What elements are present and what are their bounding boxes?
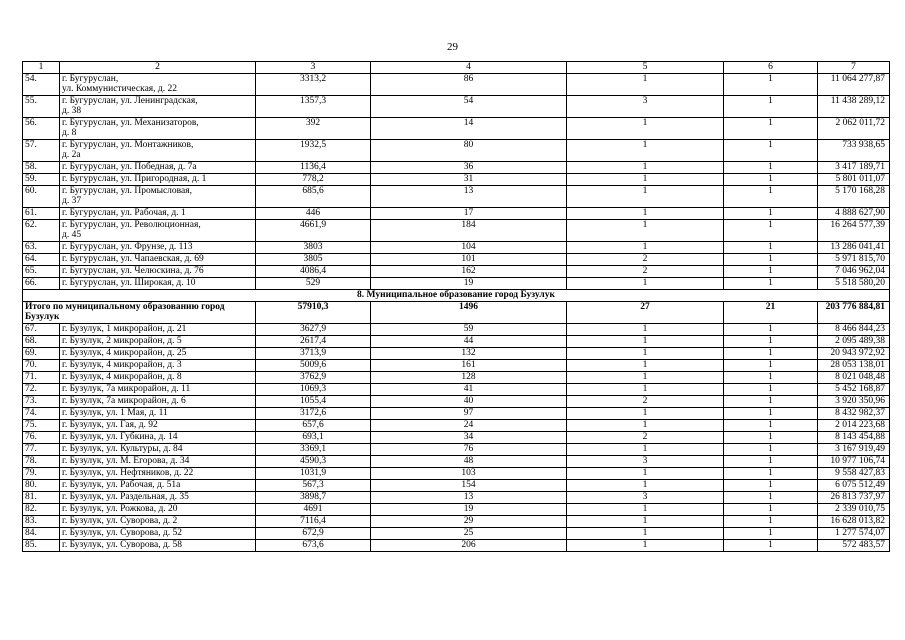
cell-col-6: 1: [724, 265, 818, 277]
cell-col-5: 1: [567, 173, 724, 185]
cell-col-6: 1: [724, 161, 818, 173]
page-number: 29: [447, 41, 458, 53]
table-row: [23, 335, 890, 347]
cell-col-5: 1: [567, 515, 724, 527]
table-row: [23, 383, 890, 395]
cell-col-7: 2 339 010,75: [818, 503, 890, 515]
cell-col-6: 1: [724, 527, 818, 539]
cell-col-3: 3627,9: [256, 323, 371, 335]
cell-col-4: 162: [371, 265, 567, 277]
cell-col-2: г. Бузулук, ул. М. Егорова, д. 34: [60, 455, 256, 467]
cell-col-6: 1: [724, 419, 818, 431]
cell-col-1: 57.: [23, 139, 60, 161]
cell-col-3: 778,2: [256, 173, 371, 185]
cell-col-6: 1: [724, 219, 818, 241]
cell-col-2: г. Бузулук, ул. Суворова, д. 58: [60, 539, 256, 551]
cell-col-3: 3805: [256, 253, 371, 265]
column-header-7: 7: [818, 62, 890, 74]
table-row: [23, 241, 890, 253]
cell-col-7: 2 014 223,68: [818, 419, 890, 431]
cell-col-7: 20 943 972,92: [818, 347, 890, 359]
cell-col-5: 3: [567, 95, 724, 117]
cell-col-7: 8 021 048,48: [818, 371, 890, 383]
cell-col-6: 1: [724, 347, 818, 359]
cell-col-7: 13 286 041,41: [818, 241, 890, 253]
cell-col-1: 54.: [23, 73, 60, 95]
cell-col-7: 11 438 289,12: [818, 95, 890, 117]
cell-col-6: 1: [724, 455, 818, 467]
cell-col-4: 54: [371, 95, 567, 117]
table-row: [23, 455, 890, 467]
cell-col-4: 59: [371, 323, 567, 335]
table-row: [23, 347, 890, 359]
cell-col-3: 3313,2: [256, 73, 371, 95]
cell-col-4: 41: [371, 383, 567, 395]
cell-col-4: 25: [371, 527, 567, 539]
table-row: [23, 139, 890, 161]
cell-col-3: 2617,4: [256, 335, 371, 347]
cell-col-5: 1: [567, 347, 724, 359]
cell-col-5: 1: [567, 335, 724, 347]
cell-col-3: 1055,4: [256, 395, 371, 407]
cell-col-3: 693,1: [256, 431, 371, 443]
cell-col-3: 392: [256, 117, 371, 139]
cell-col-5: 2: [567, 395, 724, 407]
cell-col-3: 1932,5: [256, 139, 371, 161]
cell-col-2: г. Бугуруслан, ул. Широкая, д. 10: [60, 277, 256, 289]
column-header-2: 2: [60, 62, 256, 74]
cell-col-5: 1: [567, 527, 724, 539]
cell-col-7: 5 518 580,20: [818, 277, 890, 289]
cell-col-5: 1: [567, 419, 724, 431]
cell-col-7: 8 143 454,88: [818, 431, 890, 443]
cell-col-1: 76.: [23, 431, 60, 443]
cell-col-1: 82.: [23, 503, 60, 515]
total-col-6: 21: [724, 301, 818, 323]
table-row: [23, 419, 890, 431]
cell-col-2: г. Бугуруслан, ул. Механизаторов, д. 8: [60, 117, 256, 139]
table-row: [23, 173, 890, 185]
cell-col-6: 1: [724, 207, 818, 219]
cell-col-2: г. Бугуруслан, ул. Рабочая, д. 1: [60, 207, 256, 219]
cell-col-1: 69.: [23, 347, 60, 359]
column-header-3: 3: [256, 62, 371, 74]
table-row: [23, 265, 890, 277]
cell-col-6: 1: [724, 73, 818, 95]
cell-col-1: 68.: [23, 335, 60, 347]
cell-col-7: 5 452 168,87: [818, 383, 890, 395]
cell-col-5: 1: [567, 479, 724, 491]
total-col-5: 27: [567, 301, 724, 323]
cell-col-2: г. Бузулук, ул. Рабочая, д. 51а: [60, 479, 256, 491]
column-header-1: 1: [23, 62, 60, 74]
cell-col-6: 1: [724, 491, 818, 503]
cell-col-7: 6 075 512,49: [818, 479, 890, 491]
cell-col-3: 4086,4: [256, 265, 371, 277]
cell-col-5: 2: [567, 431, 724, 443]
cell-col-7: 3 417 189,71: [818, 161, 890, 173]
cell-col-7: 16 628 013,82: [818, 515, 890, 527]
cell-col-1: 80.: [23, 479, 60, 491]
cell-col-5: 1: [567, 73, 724, 95]
cell-col-6: 1: [724, 241, 818, 253]
cell-col-1: 74.: [23, 407, 60, 419]
cell-col-4: 40: [371, 395, 567, 407]
cell-col-1: 83.: [23, 515, 60, 527]
cell-col-4: 14: [371, 117, 567, 139]
cell-col-6: 1: [724, 359, 818, 371]
cell-col-7: 3 167 919,49: [818, 443, 890, 455]
cell-col-1: 71.: [23, 371, 60, 383]
cell-col-2: г. Бузулук, 2 микрорайон, д. 5: [60, 335, 256, 347]
table-row: [23, 323, 890, 335]
cell-col-7: 2 095 489,38: [818, 335, 890, 347]
table-row: [23, 479, 890, 491]
cell-col-3: 529: [256, 277, 371, 289]
cell-col-2: г. Бузулук, 4 микрорайон, д. 25: [60, 347, 256, 359]
cell-col-4: 104: [371, 241, 567, 253]
cell-col-7: 8 466 844,23: [818, 323, 890, 335]
cell-col-5: 1: [567, 207, 724, 219]
cell-col-6: 1: [724, 95, 818, 117]
cell-col-6: 1: [724, 253, 818, 265]
table-row: [23, 527, 890, 539]
cell-col-4: 161: [371, 359, 567, 371]
cell-col-1: 78.: [23, 455, 60, 467]
cell-col-2: г. Бузулук, 7а микрорайон, д. 6: [60, 395, 256, 407]
cell-col-2: г. Бузулук, ул. 1 Мая, д. 11: [60, 407, 256, 419]
cell-col-1: 59.: [23, 173, 60, 185]
cell-col-6: 1: [724, 139, 818, 161]
cell-col-5: 1: [567, 117, 724, 139]
total-area: 57910,3: [256, 301, 371, 323]
table-row: [23, 117, 890, 139]
cell-col-7: 7 046 962,04: [818, 265, 890, 277]
cell-col-2: г. Бугуруслан, ул. Революционная, д. 45: [60, 219, 256, 241]
cell-col-4: 19: [371, 277, 567, 289]
cell-col-1: 75.: [23, 419, 60, 431]
cell-col-3: 657,6: [256, 419, 371, 431]
column-header-4: 4: [371, 62, 567, 74]
cell-col-2: г. Бугуруслан, ул. Промысловая, д. 37: [60, 185, 256, 207]
cell-col-2: г. Бугуруслан, ул. Пригородная, д. 1: [60, 173, 256, 185]
cell-col-3: 4590,3: [256, 455, 371, 467]
cell-col-4: 31: [371, 173, 567, 185]
cell-col-7: 733 938,65: [818, 139, 890, 161]
cell-col-1: 62.: [23, 219, 60, 241]
cell-col-2: г. Бугуруслан, ул. Чапаевская, д. 69: [60, 253, 256, 265]
cell-col-4: 101: [371, 253, 567, 265]
cell-col-5: 1: [567, 139, 724, 161]
cell-col-1: 56.: [23, 117, 60, 139]
cell-col-3: 4661,9: [256, 219, 371, 241]
cell-col-4: 76: [371, 443, 567, 455]
cell-col-2: г. Бугуруслан, ул. Фрунзе, д. 113: [60, 241, 256, 253]
section-row: [23, 289, 890, 301]
cell-col-5: 1: [567, 443, 724, 455]
cell-col-3: 446: [256, 207, 371, 219]
cell-col-4: 132: [371, 347, 567, 359]
cell-col-2: г. Бузулук, ул. Раздельная, д. 35: [60, 491, 256, 503]
cell-col-4: 29: [371, 515, 567, 527]
cell-col-3: 4691: [256, 503, 371, 515]
cell-col-2: г. Бугуруслан, ул. Победная, д. 7а: [60, 161, 256, 173]
cell-col-3: 1357,3: [256, 95, 371, 117]
cell-col-5: 1: [567, 277, 724, 289]
cell-col-3: 567,3: [256, 479, 371, 491]
cell-col-4: 48: [371, 455, 567, 467]
cell-col-6: 1: [724, 515, 818, 527]
cell-col-3: 3803: [256, 241, 371, 253]
cell-col-7: 572 483,57: [818, 539, 890, 551]
cell-col-6: 1: [724, 503, 818, 515]
cell-col-3: 3898,7: [256, 491, 371, 503]
cell-col-1: 79.: [23, 467, 60, 479]
cell-col-6: 1: [724, 467, 818, 479]
table-row: [23, 467, 890, 479]
table-row: [23, 443, 890, 455]
cell-col-2: г. Бугуруслан, ул. Коммунистическая, д. 22: [60, 73, 256, 95]
cell-col-2: г. Бузулук, 4 микрорайон, д. 8: [60, 371, 256, 383]
cell-col-7: 28 053 138,01: [818, 359, 890, 371]
cell-col-5: 1: [567, 161, 724, 173]
cell-col-6: 1: [724, 277, 818, 289]
cell-col-4: 44: [371, 335, 567, 347]
cell-col-4: 17: [371, 207, 567, 219]
cell-col-4: 34: [371, 431, 567, 443]
cell-col-1: 72.: [23, 383, 60, 395]
cell-col-2: г. Бузулук, 4 микрорайон, д. 3: [60, 359, 256, 371]
cell-col-6: 1: [724, 539, 818, 551]
cell-col-1: 73.: [23, 395, 60, 407]
cell-col-7: 5 971 815,70: [818, 253, 890, 265]
cell-col-6: 1: [724, 185, 818, 207]
table-row: [23, 515, 890, 527]
cell-col-5: 1: [567, 241, 724, 253]
cell-col-4: 103: [371, 467, 567, 479]
cell-col-7: 5 170 168,28: [818, 185, 890, 207]
column-header-6: 6: [724, 62, 818, 74]
cell-col-4: 36: [371, 161, 567, 173]
cell-col-6: 1: [724, 371, 818, 383]
table-row: [23, 219, 890, 241]
cell-col-5: 1: [567, 323, 724, 335]
cell-col-6: 1: [724, 173, 818, 185]
cell-col-2: г. Бугуруслан, ул. Ленинградская, д. 38: [60, 95, 256, 117]
total-row: [23, 301, 890, 323]
cell-col-6: 1: [724, 323, 818, 335]
total-sum: 203 776 884,81: [818, 301, 890, 323]
cell-col-2: г. Бузулук, ул. Губкина, д. 14: [60, 431, 256, 443]
cell-col-1: 84.: [23, 527, 60, 539]
cell-col-4: 128: [371, 371, 567, 383]
cell-col-7: 5 801 011,07: [818, 173, 890, 185]
cell-col-2: г. Бузулук, ул. Суворова, д. 52: [60, 527, 256, 539]
cell-col-4: 184: [371, 219, 567, 241]
cell-col-2: г. Бузулук, 7а микрорайон, д. 11: [60, 383, 256, 395]
cell-col-6: 1: [724, 479, 818, 491]
cell-col-4: 13: [371, 185, 567, 207]
table-row: [23, 253, 890, 265]
cell-col-3: 672,9: [256, 527, 371, 539]
cell-col-1: 67.: [23, 323, 60, 335]
cell-col-6: 1: [724, 407, 818, 419]
cell-col-3: 3369,1: [256, 443, 371, 455]
table-row: [23, 359, 890, 371]
cell-col-6: 1: [724, 443, 818, 455]
cell-col-1: 81.: [23, 491, 60, 503]
cell-col-3: 3762,9: [256, 371, 371, 383]
cell-col-5: 3: [567, 491, 724, 503]
cell-col-5: 1: [567, 371, 724, 383]
cell-col-6: 1: [724, 335, 818, 347]
cell-col-4: 13: [371, 491, 567, 503]
cell-col-2: г. Бузулук, 1 микрорайон, д. 21: [60, 323, 256, 335]
cell-col-1: 65.: [23, 265, 60, 277]
cell-col-1: 85.: [23, 539, 60, 551]
table-row: [23, 73, 890, 95]
cell-col-7: 9 558 427,83: [818, 467, 890, 479]
cell-col-4: 154: [371, 479, 567, 491]
cell-col-5: 1: [567, 359, 724, 371]
table-row: [23, 161, 890, 173]
cell-col-6: 1: [724, 395, 818, 407]
cell-col-1: 61.: [23, 207, 60, 219]
cell-col-1: 58.: [23, 161, 60, 173]
cell-col-3: 5009,6: [256, 359, 371, 371]
cell-col-3: 1136,4: [256, 161, 371, 173]
cell-col-3: 685,6: [256, 185, 371, 207]
cell-col-2: г. Бугуруслан, ул. Челюскина, д. 76: [60, 265, 256, 277]
table-row: [23, 539, 890, 551]
cell-col-1: 60.: [23, 185, 60, 207]
cell-col-4: 97: [371, 407, 567, 419]
cell-col-4: 19: [371, 503, 567, 515]
cell-col-1: 55.: [23, 95, 60, 117]
cell-col-4: 80: [371, 139, 567, 161]
cell-col-5: 1: [567, 407, 724, 419]
cell-col-7: 1 277 574,07: [818, 527, 890, 539]
cell-col-5: 3: [567, 455, 724, 467]
cell-col-2: г. Бузулук, ул. Гая, д. 92: [60, 419, 256, 431]
cell-col-4: 86: [371, 73, 567, 95]
cell-col-1: 66.: [23, 277, 60, 289]
table-row: [23, 207, 890, 219]
table-row: [23, 491, 890, 503]
cell-col-5: 1: [567, 185, 724, 207]
cell-col-5: 1: [567, 219, 724, 241]
table-row: [23, 371, 890, 383]
cell-col-7: 4 888 627,90: [818, 207, 890, 219]
cell-col-3: 3713,9: [256, 347, 371, 359]
cell-col-5: 1: [567, 383, 724, 395]
table-row: [23, 185, 890, 207]
cell-col-2: г. Бузулук, ул. Рожкова, д. 20: [60, 503, 256, 515]
cell-col-1: 77.: [23, 443, 60, 455]
total-label: Итого по муниципальному образованию город Бузулук: [23, 301, 256, 323]
cell-col-2: г. Бузулук, ул. Культуры, д. 84: [60, 443, 256, 455]
cell-col-7: 8 432 982,37: [818, 407, 890, 419]
cell-col-5: 1: [567, 503, 724, 515]
cell-col-5: 2: [567, 253, 724, 265]
cell-col-6: 1: [724, 117, 818, 139]
cell-col-7: 10 977 106,74: [818, 455, 890, 467]
cell-col-6: 1: [724, 431, 818, 443]
cell-col-4: 24: [371, 419, 567, 431]
table-row: [23, 95, 890, 117]
cell-col-4: 206: [371, 539, 567, 551]
table-row: [23, 395, 890, 407]
cell-col-3: 3172,6: [256, 407, 371, 419]
section-title: 8. Муниципальное образование город Бузулук: [23, 289, 890, 301]
cell-col-2: г. Бузулук, ул. Нефтяников, д. 22: [60, 467, 256, 479]
cell-col-3: 1031,9: [256, 467, 371, 479]
table-header-row: [23, 62, 890, 74]
cell-col-5: 2: [567, 265, 724, 277]
cell-col-1: 63.: [23, 241, 60, 253]
column-header-5: 5: [567, 62, 724, 74]
cell-col-7: 11 064 277,87: [818, 73, 890, 95]
cell-col-7: 16 264 577,39: [818, 219, 890, 241]
table-row: [23, 503, 890, 515]
table-row: [23, 277, 890, 289]
cell-col-7: 2 062 011,72: [818, 117, 890, 139]
cell-col-3: 7116,4: [256, 515, 371, 527]
cell-col-2: г. Бугуруслан, ул. Монтажников, д. 2а: [60, 139, 256, 161]
cell-col-7: 26 813 737,97: [818, 491, 890, 503]
cell-col-5: 1: [567, 539, 724, 551]
cell-col-2: г. Бузулук, ул. Суворова, д. 2: [60, 515, 256, 527]
cell-col-1: 64.: [23, 253, 60, 265]
document-table: [22, 61, 890, 552]
total-residents: 1496: [371, 301, 567, 323]
table-row: [23, 431, 890, 443]
cell-col-1: 70.: [23, 359, 60, 371]
cell-col-5: 1: [567, 467, 724, 479]
cell-col-3: 673,6: [256, 539, 371, 551]
cell-col-3: 1069,3: [256, 383, 371, 395]
table-row: [23, 407, 890, 419]
cell-col-7: 3 920 350,96: [818, 395, 890, 407]
cell-col-6: 1: [724, 383, 818, 395]
